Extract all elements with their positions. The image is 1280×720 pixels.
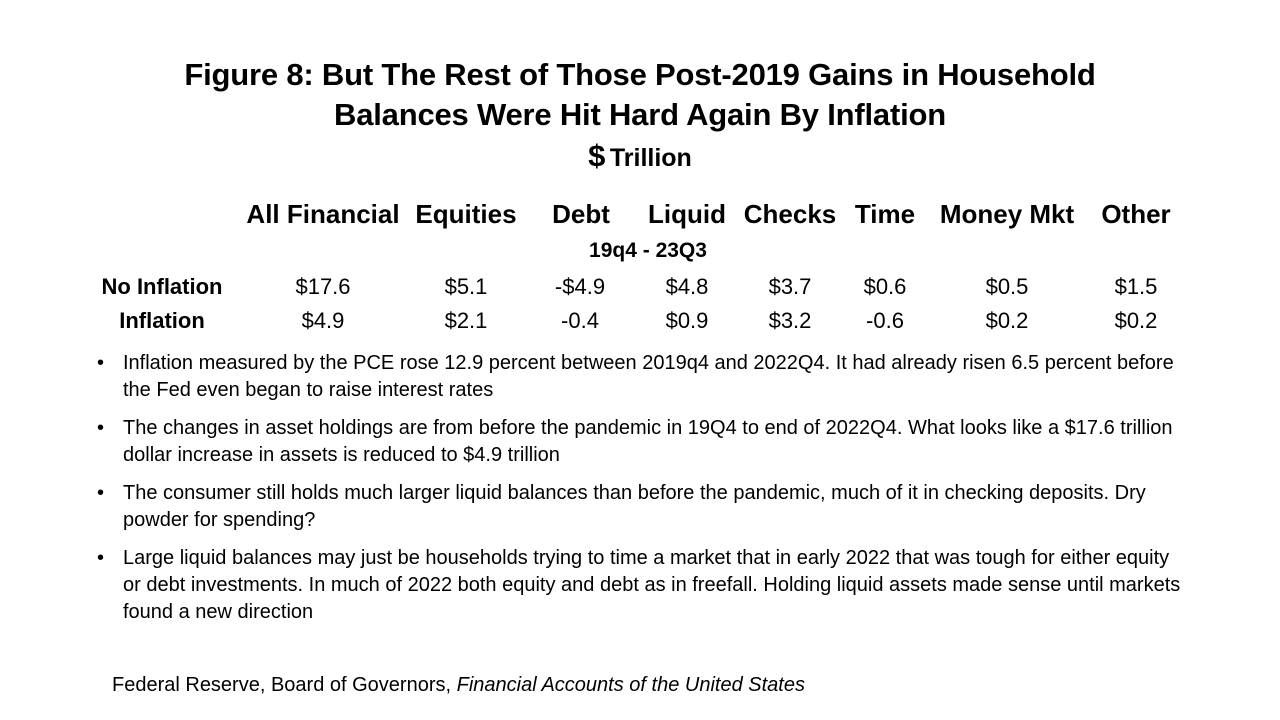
bullet-icon: • [97,482,105,504]
table-cell: $3.7 [768,274,812,299]
page-title-line-2: Balances Were Hit Hard Again By Inflation [334,97,946,132]
bullet-item [97,545,1192,626]
source-note [112,672,805,699]
column-header-debt: Debt [552,199,610,229]
table-cell: $2.1 [444,308,488,333]
table-cell: $0.2 [985,308,1029,333]
table-cell: $0.2 [1114,308,1158,333]
bullet-text: Large liquid balances may just be households trying to time a market that in early 2022 that was tough for either equity or debt investments. In much of 2022 both equity and debt as in freefall. Holding liquid assets made sense until markets found a new direction [123,547,1181,623]
bullet-icon: • [97,547,105,569]
source-publication: Financial Accounts of the United States [456,674,805,696]
table-cell: $3.2 [768,308,812,333]
period-label: 19q4 - 23Q3 [589,239,707,262]
source-prefix: Federal Reserve, Board of Governors, [112,674,457,696]
column-header-equities: Equities [415,199,517,229]
column-header-checks: Checks [743,199,837,229]
bullet-icon: • [97,352,105,374]
table-cell: $0.9 [665,308,709,333]
table-cell: -$4.9 [554,274,606,299]
column-header-time: Time [854,199,916,229]
unit-text: Trillion [609,144,692,172]
bullet-text: The consumer still holds much larger liquid balances than before the pandemic, much of it in checking deposits. Dry powder for spending? [123,482,1146,531]
table-cell: $4.9 [301,308,345,333]
unit-subtitle [0,136,1280,182]
bullet-list [97,350,1192,637]
column-header-all-financial: All Financial [246,199,400,229]
row-label-no-inflation: No Inflation [101,274,223,299]
page-title-line-1: Figure 8: But The Rest of Those Post-2019 Gains in Household [184,57,1096,92]
table-cell: -0.6 [866,308,904,333]
bullet-item [97,415,1192,469]
bullet-text: Inflation measured by the PCE rose 12.9 percent between 2019q4 and 2022Q4. It had already risen 6.5 percent before the Fed even began to raise interest rates [123,352,1174,401]
table-cell: -0.4 [561,308,599,333]
table-cell: $17.6 [295,274,351,299]
column-header-other: Other [1101,199,1171,229]
table-cell: $1.5 [1114,274,1158,299]
bullet-icon: • [97,417,105,439]
table-cell: $0.5 [985,274,1029,299]
bullet-item [97,350,1192,404]
column-header-money-mkt: Money Mkt [939,199,1075,229]
table-cell: $5.1 [444,274,488,299]
unit-symbol: $ [588,138,606,173]
table-cell: $0.6 [863,274,907,299]
table-cell: $4.8 [665,274,709,299]
column-header-liquid: Liquid [648,199,726,229]
bullet-text: The changes in asset holdings are from before the pandemic in 19Q4 to end of 2022Q4. What looks like a $17.6 trillion dollar increase in assets is reduced to $4.9 trillion [123,417,1173,466]
row-label-inflation: Inflation [119,308,205,333]
bullet-item [97,480,1192,534]
